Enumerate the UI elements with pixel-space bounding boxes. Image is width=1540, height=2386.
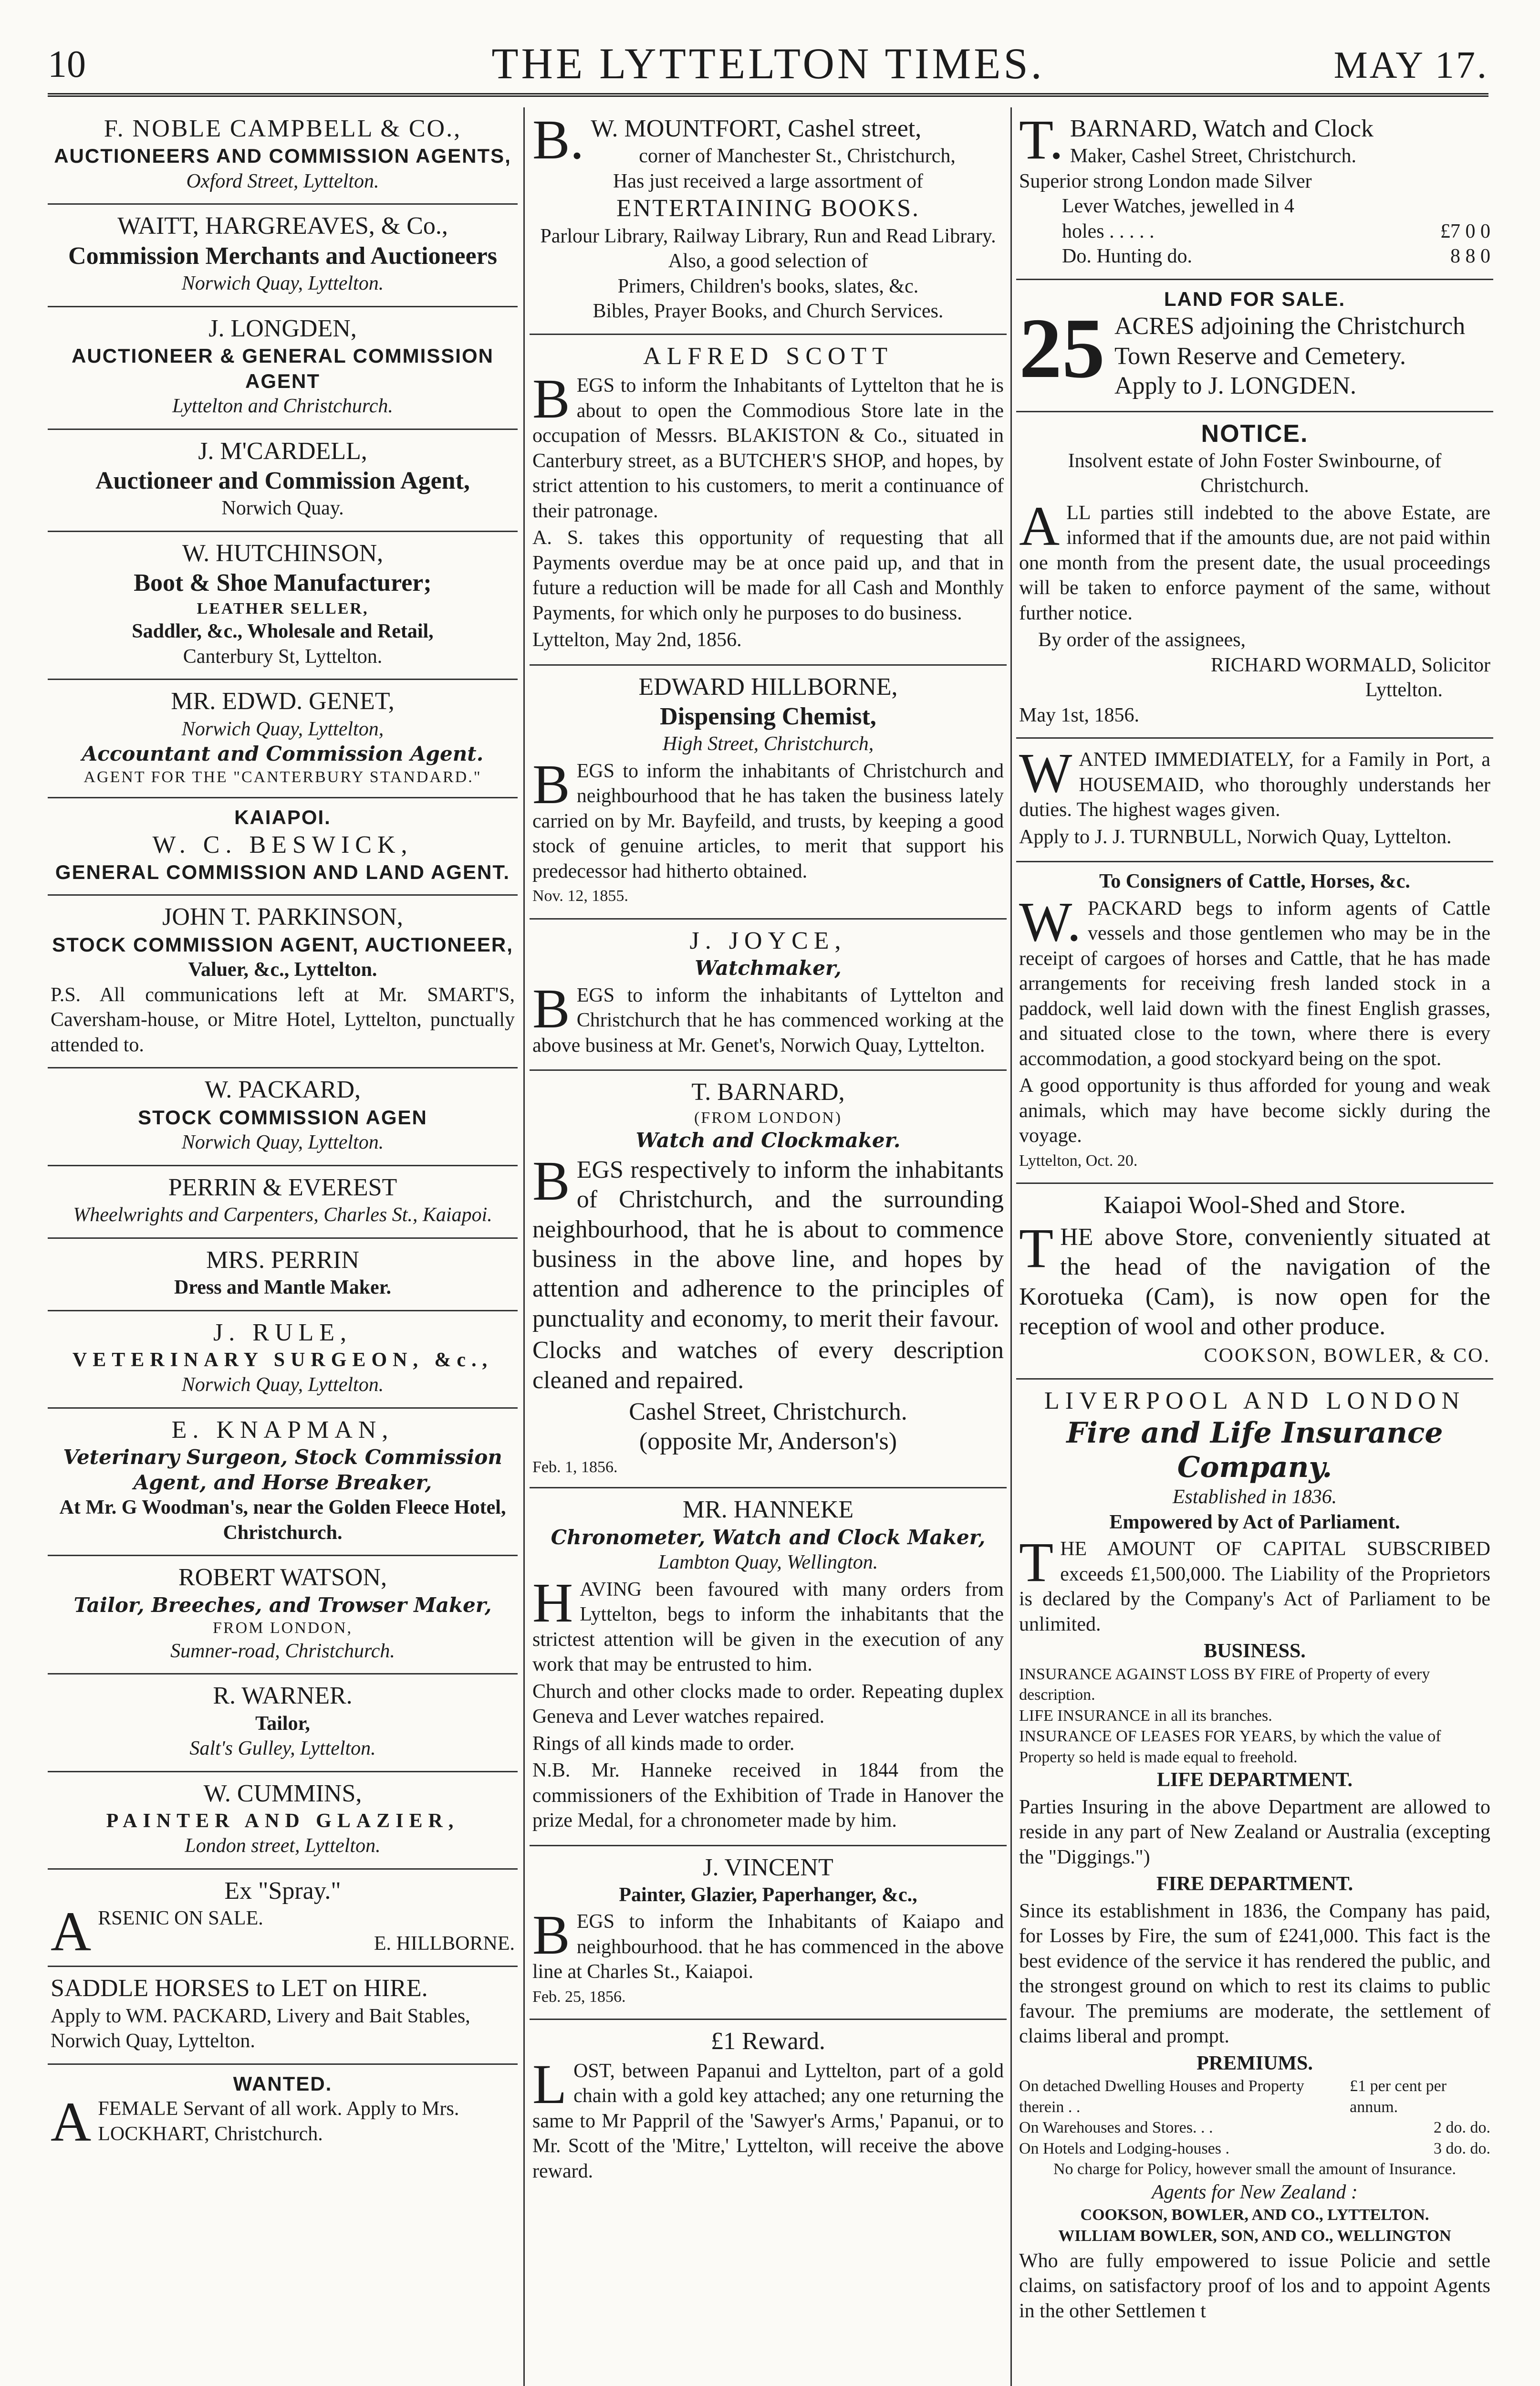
ad-wanted-servant [48, 2065, 518, 2156]
ad-line: corner of Manchester St., Christchurch, [639, 145, 956, 167]
ad-line: No charge for Policy, however small the amount of Insurance. [1053, 2160, 1457, 2178]
column-2 [530, 107, 1007, 2386]
ad-subheading: Accountant and Commission Agent. [82, 742, 484, 766]
masthead [48, 33, 1488, 86]
price-label: holes . . . . . [1062, 220, 1155, 242]
ad-heading: MRS. PERRIN [206, 1246, 359, 1274]
ad-date: Nov. 12, 1855. [532, 887, 628, 905]
newspaper-title: THE LYTTELTON TIMES. [491, 39, 1045, 88]
ad-date: May 1st, 1856. [1019, 704, 1139, 726]
ad-hillborne [530, 666, 1007, 920]
ad-warner [48, 1674, 518, 1772]
ad-line: Parlour Library, Railway Library, Run and Read Library. [540, 225, 996, 247]
ad-date: Lyttelton, May 2nd, 1856. [532, 629, 742, 651]
ad-address: At Mr. G Woodman's, near the Golden Fleece Hotel, Christchurch. [59, 1496, 506, 1544]
ad-line: Established in 1836. [1172, 1486, 1337, 1508]
ad-notice [1016, 412, 1493, 739]
ad-heading: SADDLE HORSES to LET on HIRE. [51, 1975, 428, 2002]
ad-heading: ALFRED SCOTT [643, 342, 893, 370]
ad-heading: ROBERT WATSON, [178, 1564, 387, 1591]
ad-joyce [530, 920, 1007, 1071]
ad-subheading: Painter, Glazier, Paperhanger, &c., [619, 1884, 917, 1906]
ad-body: Church and other clocks made to order. Repeating duplex Geneva and Lever watches repaired. [532, 1680, 1004, 1728]
ad-subheading: Fire and Life Insurance Company. [1066, 1416, 1443, 1485]
ad-body: ACRES adjoining the Christchurch Town Reserve and Cemetery. [1114, 313, 1466, 370]
ad-longden [48, 307, 518, 430]
ad-signature: E. HILLBORNE. [374, 1932, 515, 1955]
ad-line: Saddler, &c., Wholesale and Retail, [132, 620, 434, 643]
ad-body: Clocks and watches of every description cleaned and repaired. [532, 1337, 1004, 1394]
ad-heading: To Consigners of Cattle, Horses, &c. [1099, 870, 1410, 893]
ad-subheading: Boot & Shoe Manufacturer; [134, 569, 432, 597]
ad-line: Also, a good selection of [668, 250, 868, 272]
ad-address: Norwich Quay, Lyttelton. [181, 1131, 384, 1154]
ad-address: Lambton Quay, Wellington. [658, 1551, 878, 1574]
ad-heading: B.W. MOUNTFORT, Cashel street, [532, 108, 922, 171]
section-heading: PREMIUMS. [1197, 2052, 1313, 2074]
ad-address: High Street, Christchurch, [662, 733, 874, 755]
ad-barnard-clockmaker [530, 1071, 1007, 1488]
ad-body: LOST, between Papanui and Lyttelton, part of a gold chain with a gold key attached; any one returning the same to Mr Pappril of the 'Sawyer's Arms,' Papanui, or to Mr. Scott of the 'Mitre,' Lyttelton, will receive the above reward. [532, 2052, 1004, 2182]
ad-heading: Kaiapoi Wool-Shed and Store. [1103, 1192, 1406, 1219]
ad-body: BEGS to inform the Inhabitants of Kaiapo and neighbourhood. that he has commenced in the above line at Charles St., Kaiapoi. [532, 1904, 1004, 1983]
ad-subheading: Auctioneer and Commission Agent, [95, 467, 470, 494]
ad-body: ALL parties still indebted to the above Estate, are informed that if the amounts due, are not paid within one month from the present date, the usual proceedings will be taken to enforce payment of the same, without further notice. [1019, 494, 1490, 624]
ad-heading: J. JOYCE, [689, 927, 847, 954]
price-value: 8 8 0 [1450, 245, 1490, 268]
premium-label: On Warehouses and Stores. . . [1019, 2119, 1213, 2137]
ad-line: Valuer, &c., Lyttelton. [188, 959, 377, 981]
ad-subheading: GENERAL COMMISSION AND LAND AGENT. [55, 860, 510, 883]
ad-subheading: Watch and Clockmaker. [635, 1129, 901, 1152]
ad-body: Since its establishment in 1836, the Company has paid, for Losses by Fire, the sum of £241,000. This fact is the best evidence of the service it has rendered the public, and the strongest ground on which to rest its claims to public favour. The premiums are moderate, the settlement of claims liberal and prompt. [1019, 1900, 1490, 2048]
ad-line: LIFE INSURANCE in all its branches. [1019, 1706, 1272, 1725]
ad-line: Superior strong London made Silver [1019, 170, 1312, 192]
ad-address: Cashel Street, Christchurch. [629, 1398, 907, 1425]
section-heading: BUSINESS. [1204, 1640, 1306, 1663]
ad-heading: WAITT, HARGREAVES, & Co., [117, 212, 448, 240]
premium-row [1019, 2117, 1490, 2138]
ad-body: Parties Insuring in the above Department are allowed to reside in any part of New Zealand or Australia (excepting the "Diggings.") [1019, 1796, 1490, 1868]
ad-place: KAIAPOI. [234, 806, 331, 829]
ad-body: BEGS to inform the inhabitants of Lyttelton and Christchurch that he has commenced working at the above business at Mr. Genet's, Norwich Quay, Lyttelton. [532, 977, 1004, 1057]
ad-line: Bibles, Prayer Books, and Church Services. [593, 300, 944, 323]
ad-subheading: ENTERTAINING BOOKS. [616, 195, 920, 222]
ad-packard [48, 1068, 518, 1166]
premium-rate: £1 per cent per annum. [1350, 2077, 1447, 2116]
ad-heading: Ex "Spray." [224, 1877, 341, 1905]
ad-subheading: Tailor, [255, 1712, 310, 1735]
ad-beswick [48, 798, 518, 896]
acreage-number: 25 [1019, 301, 1105, 396]
ad-perrin-everest [48, 1166, 518, 1239]
ad-heading: J. RULE, [213, 1319, 352, 1346]
column-divider [1010, 107, 1012, 2386]
ad-body: N.B. Mr. Hanneke received in 1844 from the commissioners of the Exhibition of Trade in Hanover the prize Medal, for a chronometer made by him. [532, 1759, 1004, 1832]
ad-heading: E. KNAPMAN, [171, 1416, 394, 1444]
ad-line: Insolvent estate of John Foster Swinbourne, of Christchurch. [1068, 450, 1442, 497]
ad-address: (opposite Mr, Anderson's) [639, 1428, 897, 1455]
ad-subheading: STOCK COMMISSION AGENT, AUCTIONEER, [52, 933, 513, 956]
ad-body: HAVING been favoured with many orders from Lyttelton, begs to inform the inhabitants that the strictest attention will be given in the execution of any work that may be entrusted to him. [532, 1571, 1004, 1676]
ad-heading: PERRIN & EVEREST [168, 1173, 397, 1201]
ad-address: Norwich Quay, Lyttelton. [181, 1374, 384, 1396]
ad-heading: R. WARNER. [213, 1682, 353, 1710]
ad-campbell [48, 107, 518, 205]
premium-rate: 2 do. do. [1434, 2119, 1490, 2137]
price-row [1019, 219, 1490, 244]
ad-address: London street, Lyttelton. [185, 1835, 381, 1857]
ad-barnard-watches [1016, 107, 1493, 280]
ad-body: AFEMALE Servant of all work. Apply to Mrs. LOCKHART, Christchurch. [51, 2091, 459, 2154]
ad-signature: COOKSON, BOWLER, & CO. [1204, 1345, 1490, 1367]
ad-subheading: Commission Merchants and Auctioneers [68, 242, 497, 270]
ad-date: Feb. 25, 1856. [532, 1988, 626, 2006]
premium-rate: 3 do. do. [1434, 2139, 1490, 2157]
premium-row [1019, 2138, 1490, 2159]
ad-body: THE AMOUNT OF CAPITAL SUBSCRIBED exceeds £1,500,000. The Liability of the Proprietors is declared by the Company's Act of Parliament to be unlimited. [1019, 1531, 1490, 1635]
ad-hutchinson [48, 532, 518, 680]
ad-line: By order of the assignees, [1038, 629, 1246, 651]
ad-reward [530, 2020, 1007, 2195]
ad-land-for-sale [1016, 280, 1493, 412]
ad-line: Apply to J. LONGDEN. [1114, 372, 1356, 400]
ad-address: Norwich Quay. [221, 497, 344, 520]
ad-wanted-housemaid [1016, 739, 1493, 862]
section-heading: LIFE DEPARTMENT. [1157, 1769, 1353, 1791]
ad-address: Oxford Street, Lyttelton. [186, 170, 379, 192]
ad-hanneke [530, 1488, 1007, 1846]
ad-line: FROM LONDON, [213, 1619, 353, 1637]
ad-line: Lever Watches, jewelled in 4 [1062, 195, 1294, 218]
ad-rule [48, 1311, 518, 1409]
ad-heading: T. BARNARD, [691, 1078, 845, 1106]
ad-heading: J. M'CARDELL, [198, 437, 367, 465]
ad-heading: MR. EDWD. GENET, [171, 688, 395, 715]
ad-waitt [48, 205, 518, 307]
header-rule [48, 93, 1488, 97]
ad-knapman [48, 1409, 518, 1556]
ad-body: BEGS respectively to inform the inhabitants of Christchurch, and the surrounding neighbourhood, that he is about to commence business in the above line, and hopes by attention and adherence to the principles of punctuality and economy, to merit their favour. [532, 1149, 1004, 1332]
section-heading: Agents for New Zealand : [1152, 2181, 1358, 2203]
ad-insurance [1016, 1380, 1493, 2335]
ad-date: Feb. 1, 1856. [532, 1458, 618, 1476]
ad-address: Salt's Gulley, Lyttelton. [189, 1737, 376, 1760]
ad-heading: W. C. BESWICK, [152, 831, 413, 858]
premium-row [1019, 2076, 1490, 2117]
ad-line: LEATHER SELLER, [197, 599, 369, 617]
ad-heading: NOTICE. [1201, 419, 1309, 448]
premium-label: On detached Dwelling Houses and Property therein . . [1019, 2077, 1304, 2116]
ad-subheading: Tailor, Breeches, and Trowser Maker, [73, 1593, 492, 1617]
ad-body: BEGS to inform the Inhabitants of Lyttelton that he is about to open the Commodious Store late in the occupation of Messrs. BLAKISTON & Co., situated in Canterbury street, as a BUTCHER'S SHOP, and hopes, by strict attention to his customers, to merit a continuance of their patronage. [532, 367, 1004, 522]
ad-genet [48, 680, 518, 798]
section-heading: FIRE DEPARTMENT. [1156, 1873, 1353, 1895]
ad-line: Lyttelton. [1365, 679, 1443, 701]
ad-heading: MR. HANNEKE [682, 1496, 854, 1524]
ad-heading: LAND FOR SALE. [1164, 287, 1346, 310]
price-row [1019, 244, 1490, 269]
ad-line: Has just received a large assortment of [613, 170, 923, 192]
ad-address: Lyttelton and Christchurch. [172, 395, 393, 418]
ad-body: ARSENIC ON SALE. [51, 1900, 263, 1963]
ad-address: Norwich Quay, Lyttelton, [181, 718, 384, 740]
ad-subheading: Dress and Mantle Maker. [174, 1277, 391, 1298]
ad-mountfort [530, 107, 1007, 335]
ad-signature: RICHARD WORMALD, Solicitor [1210, 654, 1490, 676]
ad-body: W.PACKARD begs to inform agents of Cattle vessels and those gentlemen who may be in the receipt of cargoes of horses and Cattle, that he has made arrangements for receiving fresh landed stock in a paddock, well laid down with the finest English grasses, and situated close to the town, where there is every accommodation, a good stockyard being on the spot. [1019, 890, 1490, 1070]
ad-line: Maker, Cashel Street, Christchurch. [1070, 145, 1356, 167]
price-value: £7 0 0 [1440, 220, 1490, 242]
ad-address: Norwich Quay, Lyttelton. [181, 272, 384, 295]
ad-heading: £1 Reward. [711, 2028, 825, 2055]
ad-subheading: Chronometer, Watch and Clock Maker, [551, 1525, 986, 1549]
ad-address: Canterbury St, Lyttelton. [183, 645, 383, 668]
ad-line: AGENT FOR THE "CANTERBURY STANDARD." [83, 768, 482, 786]
ad-body: BEGS to inform the inhabitants of Christchurch and neighbourhood that he has taken the business lately carried on by Mr. Bayfeild, and trusts, by keeping a good stock of genuine articles, to merit that support his predecessor had hitherto obtained. [532, 753, 1004, 882]
agent-line: WILLIAM BOWLER, SON, AND CO., WELLINGTON [1058, 2227, 1451, 2245]
column-divider [523, 107, 525, 2386]
ad-line: INSURANCE AGAINST LOSS BY FIRE of Property of every description. [1019, 1665, 1430, 1704]
ad-body: Apply to J. J. TURNBULL, Norwich Quay, Lyttelton. [1019, 826, 1452, 848]
ad-heading: J. LONGDEN, [208, 314, 357, 342]
ad-heading: W. CUMMINS, [203, 1779, 362, 1807]
ad-heading: JOHN T. PARKINSON, [162, 903, 403, 931]
ad-packard-consigners [1016, 862, 1493, 1184]
ad-subheading: AUCTIONEER & GENERAL COMMISSION AGENT [72, 345, 494, 392]
ad-heading: EDWARD HILLBORNE, [638, 673, 898, 701]
ad-kaiapoi-woolshed [1016, 1184, 1493, 1379]
ad-line: Empowered by Act of Parliament. [1109, 1511, 1400, 1533]
ad-cummins [48, 1772, 518, 1870]
ad-subheading: PAINTER AND GLAZIER, [106, 1810, 459, 1832]
ad-line: Primers, Children's books, slates, &c. [617, 275, 919, 297]
ad-body: Apply to WM. PACKARD, Livery and Bait Stables, Norwich Quay, Lyttelton. [51, 2005, 470, 2052]
ad-subheading: Wheelwrights and Carpenters, Charles St., Kaiapoi. [73, 1204, 492, 1226]
ad-heading: F. NOBLE CAMPBELL & CO., [104, 115, 462, 142]
ad-subheading: Veterinary Surgeon, Stock Commission Agent, and Horse Breaker, [63, 1445, 502, 1494]
price-label: Do. Hunting do. [1062, 245, 1192, 268]
ad-mrs-perrin [48, 1239, 518, 1311]
ad-scott [530, 335, 1007, 666]
ad-subheading: VETERINARY SURGEON, &c., [72, 1349, 493, 1371]
ad-line: INSURANCE OF LEASES FOR YEARS, by which the value of Property so held is made equal to freehold. [1019, 1727, 1441, 1766]
ad-body: A. S. takes this opportunity of requesting that all Payments overdue may be at once paid up, and that in future a reduction will be made for all Cash and Monthly Payments, for which only he purposes to do business. [532, 527, 1004, 624]
ad-body: Who are fully empowered to issue Policie and settle claims, on satisfactory proof of los and to appoint Agents in the other Settlemen t [1019, 2250, 1490, 2322]
ad-subheading: Dispensing Chemist, [660, 703, 876, 731]
ad-body: THE above Store, conveniently situated at the head of the navigation of the Korotueka (Cam), is now open for the reception of wool and other produce. [1019, 1216, 1490, 1340]
ad-line: (FROM LONDON) [694, 1109, 843, 1127]
ad-subheading: AUCTIONEERS AND COMMISSION AGENTS, [54, 145, 511, 167]
ad-body: P.S. All communications left at Mr. SMART'S, Caversham-house, or Mitre Hotel, Lyttelton, punctually attended to. [51, 984, 515, 1056]
premium-label: On Hotels and Lodging-houses . [1019, 2139, 1230, 2157]
ad-body: Rings of all kinds made to order. [532, 1732, 795, 1755]
ad-heading: J. VINCENT [703, 1853, 833, 1881]
ad-address: Sumner-road, Christchurch. [170, 1640, 395, 1662]
ad-vincent [530, 1846, 1007, 2020]
ad-subheading: STOCK COMMISSION AGEN [138, 1106, 427, 1129]
ad-watson [48, 1556, 518, 1674]
column-1 [48, 107, 518, 2386]
ad-heading: WANTED. [233, 2072, 333, 2095]
ad-heading: W. PACKARD, [204, 1076, 361, 1104]
ad-subheading: Watchmaker, [695, 956, 842, 980]
ad-date: Lyttelton, Oct. 20. [1019, 1151, 1138, 1170]
ad-saddle-horses [48, 1967, 518, 2064]
page-number: 10 [48, 43, 86, 85]
column-3 [1016, 107, 1493, 2386]
ad-arsenic [48, 1870, 518, 1967]
ad-heading: LIVERPOOL AND LONDON [1044, 1387, 1466, 1414]
ad-heading: W. HUTCHINSON, [182, 539, 384, 567]
ad-mccardell [48, 430, 518, 532]
ad-body: WANTED IMMEDIATELY, for a Family in Port, a HOUSEMAID, who thoroughly understands her duties. The highest wages given. [1019, 742, 1490, 821]
issue-date: MAY 17. [1333, 44, 1488, 86]
agent-line: COOKSON, BOWLER, AND CO., LYTTELTON. [1080, 2206, 1429, 2224]
ad-parkinson [48, 896, 518, 1068]
ad-heading: T.BARNARD, Watch and Clock [1019, 108, 1374, 171]
ad-body: A good opportunity is thus afforded for young and weak animals, which may have become sickly during the voyage. [1019, 1075, 1490, 1147]
